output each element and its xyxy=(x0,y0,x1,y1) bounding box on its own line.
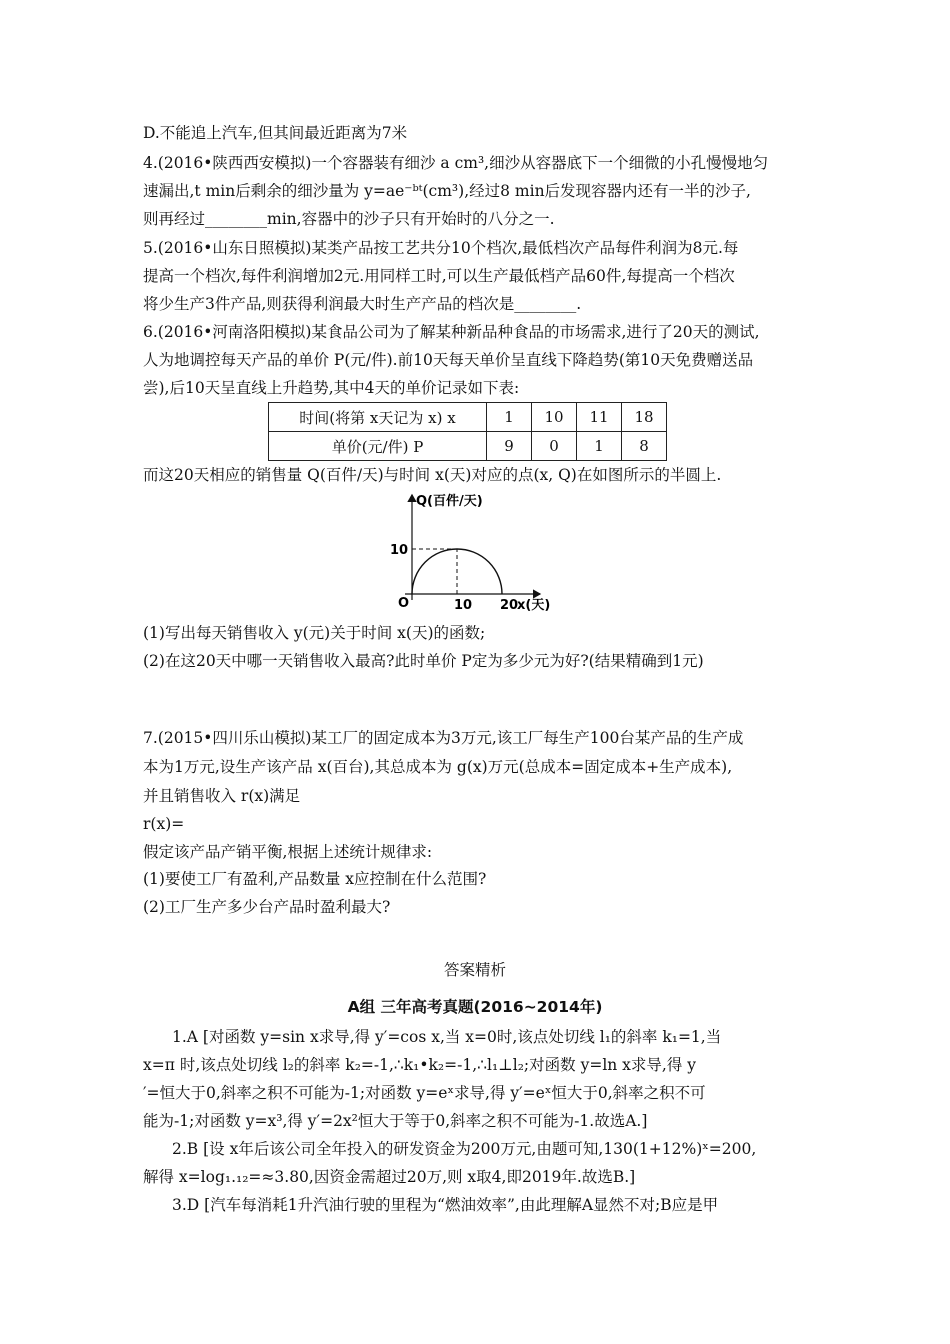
x-tick-20: 20 xyxy=(500,598,519,613)
y-tick-10: 10 xyxy=(390,543,409,558)
q7-line2: 本为1万元,设生产该产品 x(百台),其总成本为 g(x)万元(总成本=固定成本+生产成本), xyxy=(143,758,733,776)
table-row xyxy=(269,432,667,461)
table-row xyxy=(269,403,667,432)
table-cell: 时间(将第 x天记为 x) x xyxy=(269,403,487,432)
q7-part1: (1)要使工厂有盈利,产品数量 x应控制在什么范围? xyxy=(143,870,487,888)
q6-part1: (1)写出每天销售收入 y(元)关于时间 x(天)的函数; xyxy=(143,624,486,642)
table-cell: 1 xyxy=(577,432,622,461)
table-cell: 11 xyxy=(577,403,622,432)
q7-line4: r(x)= xyxy=(143,815,185,833)
answer-2-line1: 2.B [设 x年后该公司全年投入的研发资金为200万元,由题可知,130(1+12%)ˣ=200, xyxy=(172,1140,757,1158)
q7-line5: 假定该产品产销平衡,根据上述统计规律求: xyxy=(143,843,433,861)
table-cell: 18 xyxy=(622,403,667,432)
y-axis-label: Q(百件/天) xyxy=(416,494,483,509)
answer-2-line2: 解得 x=log₁.₁₂=≈3.80,因资金需超过20万,则 x取4,即2019年.故选B.] xyxy=(143,1168,636,1186)
group-a-heading: A组 三年高考真题(2016~2014年) xyxy=(347,998,603,1016)
x-axis-label: x(天) xyxy=(517,598,551,613)
option-d: D.不能追上汽车,但其间最近距离为7米 xyxy=(143,124,408,142)
table-cell: 9 xyxy=(487,432,532,461)
q4-line3: 则再经过________min,容器中的沙子只有开始时的八分之一. xyxy=(143,210,555,228)
q5-line2: 提高一个档次,每件利润增加2元.用同样工时,可以生产最低档产品60件,每提高一个档次 xyxy=(143,267,735,285)
q6-line2: 人为地调控每天产品的单价 P(元/件).前10天每天单价呈直线下降趋势(第10天免费赠送品 xyxy=(143,351,754,369)
table-cell: 0 xyxy=(532,432,577,461)
q7-line1: 7.(2015•四川乐山模拟)某工厂的固定成本为3万元,该工厂每生产100台某产品的生产成 xyxy=(143,729,744,747)
semicircle-graph xyxy=(350,490,580,615)
q7-line3: 并且销售收入 r(x)满足 xyxy=(143,787,301,805)
table-cell: 8 xyxy=(622,432,667,461)
q5-line3: 将少生产3件产品,则获得利润最大时生产产品的档次是________. xyxy=(143,295,582,313)
table-cell: 1 xyxy=(487,403,532,432)
table-cell: 单价(元/件) P xyxy=(269,432,487,461)
price-table xyxy=(268,402,667,461)
q7-part2: (2)工厂生产多少台产品时盈利最大? xyxy=(143,898,391,916)
q6-line4: 而这20天相应的销售量 Q(百件/天)与时间 x(天)对应的点(x, Q)在如图所示的半圆上. xyxy=(143,466,722,484)
answer-1-line1: 1.A [对函数 y=sin x求导,得 y′=cos x,当 x=0时,该点处切线 l₁的斜率 k₁=1,当 xyxy=(172,1028,722,1046)
table-cell: 10 xyxy=(532,403,577,432)
origin-label: O xyxy=(398,596,410,611)
q6-line1: 6.(2016•河南洛阳模拟)某食品公司为了解某种新品种食品的市场需求,进行了20天的测试, xyxy=(143,323,760,341)
q4-line2: 速漏出,t min后剩余的细沙量为 y=ae⁻ᵇᵗ(cm³),经过8 min后发现容器内还有一半的沙子, xyxy=(143,182,751,200)
answer-1-line2: x=π 时,该点处切线 l₂的斜率 k₂=-1,∴k₁•k₂=-1,∴l₁⊥l₂;对函数 y=ln x求导,得 y xyxy=(143,1056,697,1074)
x-tick-10: 10 xyxy=(454,598,473,613)
answer-1-line4: 能为-1;对函数 y=x³,得 y′=2x²恒大于等于0,斜率之积不可能为-1.故选A.] xyxy=(143,1112,648,1130)
q5-line1: 5.(2016•山东日照模拟)某类产品按工艺共分10个档次,最低档次产品每件利润为8元.每 xyxy=(143,239,739,257)
q4-line1: 4.(2016•陕西西安模拟)一个容器装有细沙 a cm³,细沙从容器底下一个细微的小孔慢慢地匀 xyxy=(143,154,769,172)
q6-line3: 尝),后10天呈直线上升趋势,其中4天的单价记录如下表: xyxy=(143,379,520,397)
answers-heading: 答案精析 xyxy=(443,961,506,979)
answer-3-line1: 3.D [汽车每消耗1升汽油行驶的里程为“燃油效率”,由此理解A显然不对;B应是甲 xyxy=(172,1196,719,1214)
answer-1-line3: ′=恒大于0,斜率之积不可能为-1;对函数 y=eˣ求导,得 y′=eˣ恒大于0,斜率之积不可 xyxy=(143,1084,706,1102)
q6-part2: (2)在这20天中哪一天销售收入最高?此时单价 P定为多少元为好?(结果精确到1元) xyxy=(143,652,704,670)
